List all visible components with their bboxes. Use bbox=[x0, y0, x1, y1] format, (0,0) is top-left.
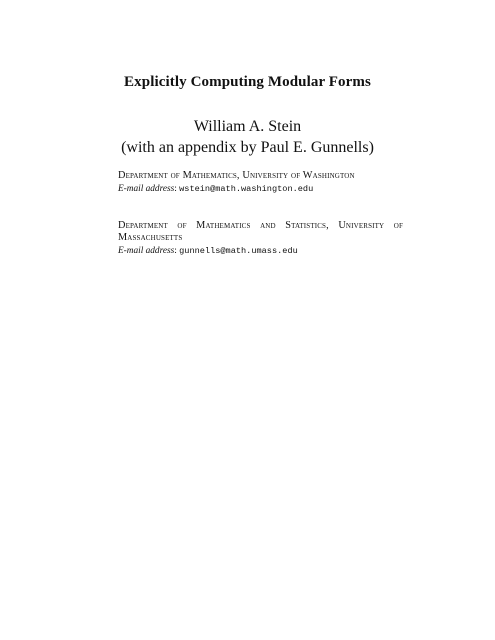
affiliation-department: Department of Mathematics, University of Washington bbox=[118, 170, 355, 181]
email-label: E-mail address bbox=[118, 184, 175, 194]
email-colon: : bbox=[174, 246, 180, 256]
author-name: William A. Stein bbox=[193, 118, 302, 135]
email-line bbox=[118, 183, 403, 195]
author-block bbox=[0, 116, 495, 158]
appendix-note: (with an appendix by Paul E. Gunnells) bbox=[121, 139, 374, 156]
affiliation-2 bbox=[118, 220, 403, 257]
email-address[interactable]: gunnells@math.umass.edu bbox=[179, 246, 298, 256]
email-address[interactable]: wstein@math.washington.edu bbox=[179, 184, 314, 194]
email-line bbox=[118, 245, 403, 257]
document-title: Explicitly Computing Modular Forms bbox=[124, 74, 371, 90]
affiliation-department: Department of Mathematics and Statistics, University of Massachusetts bbox=[118, 220, 403, 243]
affiliation-1 bbox=[118, 170, 403, 195]
email-label: E-mail address bbox=[118, 246, 175, 256]
email-colon: : bbox=[174, 184, 180, 194]
